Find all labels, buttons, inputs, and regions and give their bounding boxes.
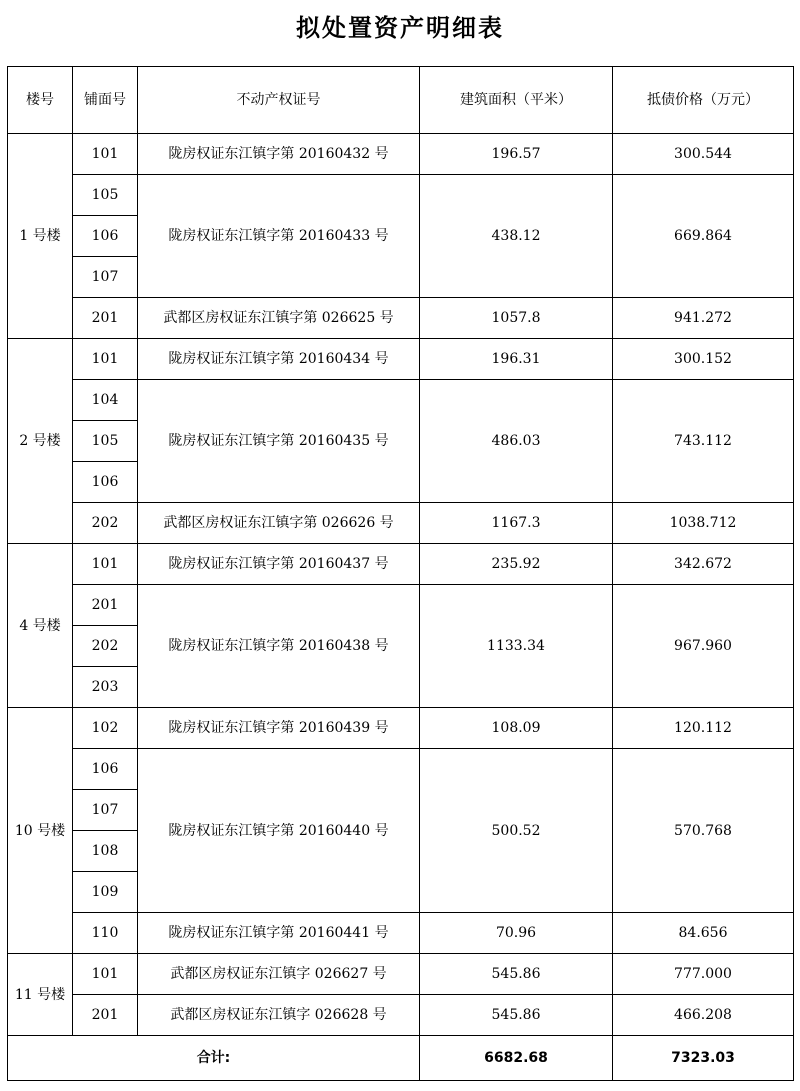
certificate-cell: 武都区房权证东江镇字第 026626 号 — [138, 503, 420, 544]
area-cell: 545.86 — [420, 995, 613, 1036]
table-row — [8, 380, 794, 421]
table-row — [8, 708, 794, 749]
building-cell: 2 号楼 — [8, 339, 73, 544]
building-cell: 10 号楼 — [8, 708, 73, 954]
certificate-cell: 陇房权证东江镇字第 20160440 号 — [138, 749, 420, 913]
total-row — [8, 1036, 794, 1081]
header-area: 建筑面积（平米） — [420, 67, 613, 134]
header-unit: 铺面号 — [73, 67, 138, 134]
unit-cell: 202 — [73, 503, 138, 544]
unit-cell: 104 — [73, 380, 138, 421]
unit-cell: 101 — [73, 339, 138, 380]
unit-cell: 105 — [73, 175, 138, 216]
unit-cell: 109 — [73, 872, 138, 913]
price-cell: 466.208 — [613, 995, 794, 1036]
area-cell: 438.12 — [420, 175, 613, 298]
certificate-cell: 陇房权证东江镇字第 20160437 号 — [138, 544, 420, 585]
total-label: 合计: — [8, 1036, 420, 1081]
table-row — [8, 134, 794, 175]
unit-cell: 101 — [73, 954, 138, 995]
certificate-cell: 武都区房权证东江镇字第 026625 号 — [138, 298, 420, 339]
price-cell: 941.272 — [613, 298, 794, 339]
price-cell: 669.864 — [613, 175, 794, 298]
table-row — [8, 913, 794, 954]
price-cell: 777.000 — [613, 954, 794, 995]
unit-cell: 201 — [73, 585, 138, 626]
table-row — [8, 175, 794, 216]
unit-cell: 101 — [73, 134, 138, 175]
table-row — [8, 954, 794, 995]
building-cell: 4 号楼 — [8, 544, 73, 708]
area-cell: 196.57 — [420, 134, 613, 175]
certificate-cell: 陇房权证东江镇字第 20160438 号 — [138, 585, 420, 708]
area-cell: 1167.3 — [420, 503, 613, 544]
unit-cell: 106 — [73, 462, 138, 503]
certificate-cell: 陇房权证东江镇字第 20160433 号 — [138, 175, 420, 298]
total-area: 6682.68 — [420, 1036, 613, 1081]
area-cell: 545.86 — [420, 954, 613, 995]
unit-cell: 202 — [73, 626, 138, 667]
certificate-cell: 武都区房权证东江镇字 026628 号 — [138, 995, 420, 1036]
price-cell: 84.656 — [613, 913, 794, 954]
certificate-cell: 武都区房权证东江镇字 026627 号 — [138, 954, 420, 995]
table-body — [8, 134, 794, 1036]
header-price: 抵债价格（万元） — [613, 67, 794, 134]
table-row — [8, 503, 794, 544]
price-cell: 570.768 — [613, 749, 794, 913]
price-cell: 967.960 — [613, 585, 794, 708]
unit-cell: 201 — [73, 298, 138, 339]
price-cell: 1038.712 — [613, 503, 794, 544]
price-cell: 342.672 — [613, 544, 794, 585]
certificate-cell: 陇房权证东江镇字第 20160434 号 — [138, 339, 420, 380]
area-cell: 1057.8 — [420, 298, 613, 339]
certificate-cell: 陇房权证东江镇字第 20160435 号 — [138, 380, 420, 503]
unit-cell: 108 — [73, 831, 138, 872]
page-title: 拟处置资产明细表 — [296, 14, 504, 42]
header-building: 楼号 — [8, 67, 73, 134]
area-cell: 235.92 — [420, 544, 613, 585]
certificate-cell: 陇房权证东江镇字第 20160439 号 — [138, 708, 420, 749]
table-header-row — [8, 67, 794, 134]
price-cell: 743.112 — [613, 380, 794, 503]
area-cell: 108.09 — [420, 708, 613, 749]
area-cell: 196.31 — [420, 339, 613, 380]
unit-cell: 102 — [73, 708, 138, 749]
table-row — [8, 749, 794, 790]
table-row — [8, 995, 794, 1036]
building-cell: 11 号楼 — [8, 954, 73, 1036]
unit-cell: 203 — [73, 667, 138, 708]
unit-cell: 105 — [73, 421, 138, 462]
table-row — [8, 339, 794, 380]
building-cell: 1 号楼 — [8, 134, 73, 339]
table-row — [8, 298, 794, 339]
price-cell: 300.152 — [613, 339, 794, 380]
unit-cell: 201 — [73, 995, 138, 1036]
price-cell: 300.544 — [613, 134, 794, 175]
unit-cell: 110 — [73, 913, 138, 954]
asset-table — [7, 66, 794, 1081]
area-cell: 500.52 — [420, 749, 613, 913]
header-certificate: 不动产权证号 — [138, 67, 420, 134]
price-cell: 120.112 — [613, 708, 794, 749]
unit-cell: 101 — [73, 544, 138, 585]
certificate-cell: 陇房权证东江镇字第 20160441 号 — [138, 913, 420, 954]
unit-cell: 106 — [73, 749, 138, 790]
certificate-cell: 陇房权证东江镇字第 20160432 号 — [138, 134, 420, 175]
unit-cell: 107 — [73, 790, 138, 831]
unit-cell: 107 — [73, 257, 138, 298]
area-cell: 1133.34 — [420, 585, 613, 708]
table-row — [8, 585, 794, 626]
total-price: 7323.03 — [613, 1036, 794, 1081]
unit-cell: 106 — [73, 216, 138, 257]
table-row — [8, 544, 794, 585]
area-cell: 70.96 — [420, 913, 613, 954]
area-cell: 486.03 — [420, 380, 613, 503]
